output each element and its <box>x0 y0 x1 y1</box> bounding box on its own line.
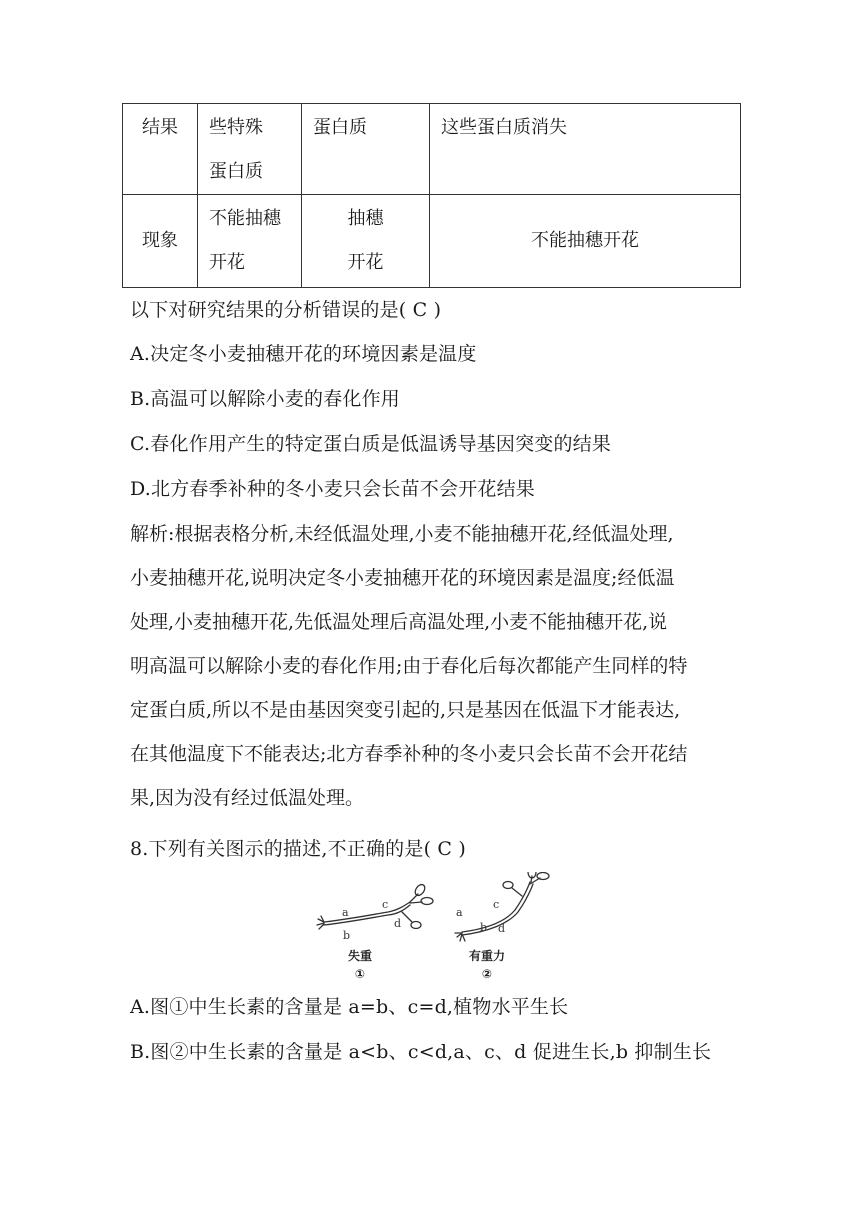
q8-option-a: A.图①中生长素的含量是 a=b、c=d,植物水平生长 <box>130 996 569 1018</box>
plant-drawing-1 <box>317 883 433 929</box>
label-b-fig1: b <box>343 929 351 942</box>
cell-text: 这些蛋白质消失 <box>441 117 567 138</box>
row-label-result: 结果 <box>142 117 178 138</box>
analysis-line: 处理,小麦抽穗开花,先低温处理后高温处理,小麦不能抽穗开花,说 <box>130 611 668 633</box>
label-d-fig1: d <box>394 917 402 930</box>
cell-text-line: 些特殊 <box>209 117 263 138</box>
table-cell <box>302 104 430 195</box>
cell-text-line: 蛋白质 <box>209 161 263 182</box>
table-cell <box>198 195 302 288</box>
label-a-fig1: a <box>342 906 349 919</box>
table-cell <box>123 104 198 195</box>
cell-text-line: 开花 <box>347 252 384 273</box>
cell-text-line: 不能抽穗 <box>209 208 281 229</box>
analysis-line: 定蛋白质,所以不是由基因突变引起的,只是基因在低温下才能表达, <box>130 699 681 721</box>
label-c-fig1: c <box>382 898 389 911</box>
table-cell <box>430 195 741 288</box>
analysis-line: 明高温可以解除小麦的春化作用;由于春化后每次都能产生同样的特 <box>130 655 688 677</box>
label-d-fig2: d <box>498 922 506 935</box>
table-cell <box>430 104 741 195</box>
option-a: A.决定冬小麦抽穗开花的环境因素是温度 <box>130 343 477 365</box>
table-row-phenomenon <box>123 195 741 288</box>
q8-option-b: B.图②中生长素的含量是 a<b、c<d,a、c、d 促进生长,b 抑制生长 <box>130 1041 712 1063</box>
question-8-stem: 8.下列有关图示的描述,不正确的是( C ) <box>130 838 467 860</box>
cell-text-line: 抽穗 <box>347 208 384 229</box>
number-fig1: ① <box>354 967 366 981</box>
analysis-paragraph <box>130 522 750 830</box>
caption-fig1: 失重 <box>347 949 373 963</box>
caption-fig2: 有重力 <box>468 949 506 963</box>
table-cell <box>123 195 198 288</box>
option-c: C.春化作用产生的特定蛋白质是低温诱导基因突变的结果 <box>130 433 612 455</box>
analysis-line: 解析:根据表格分析,未经低温处理,小麦不能抽穗开花,经低温处理, <box>130 523 674 545</box>
cell-text: 不能抽穗开花 <box>531 230 639 251</box>
table-cell <box>302 195 430 288</box>
question-stem: 以下对研究结果的分析错误的是( C ) <box>130 299 442 321</box>
analysis-line: 在其他温度下不能表达;北方春季补种的冬小麦只会长苗不会开花结 <box>130 743 688 765</box>
option-d: D.北方春季补种的冬小麦只会长苗不会开花结果 <box>130 478 535 500</box>
cell-text: 蛋白质 <box>313 117 367 138</box>
plant-gravity-figure <box>310 872 550 984</box>
table-cell <box>198 104 302 195</box>
row-label-phenomenon: 现象 <box>142 230 178 251</box>
analysis-line: 果,因为没有经过低温处理。 <box>130 787 365 809</box>
table-row-result <box>123 104 741 195</box>
number-fig2: ② <box>481 967 493 981</box>
cell-text-line: 开花 <box>209 252 245 273</box>
results-table <box>122 103 741 288</box>
label-b-fig2: b <box>480 921 488 934</box>
analysis-line: 小麦抽穗开花,说明决定冬小麦抽穗开花的环境因素是温度;经低温 <box>130 567 675 589</box>
option-b: B.高温可以解除小麦的春化作用 <box>130 388 401 410</box>
label-a-fig2: a <box>456 906 463 919</box>
label-c-fig2: c <box>493 898 500 911</box>
